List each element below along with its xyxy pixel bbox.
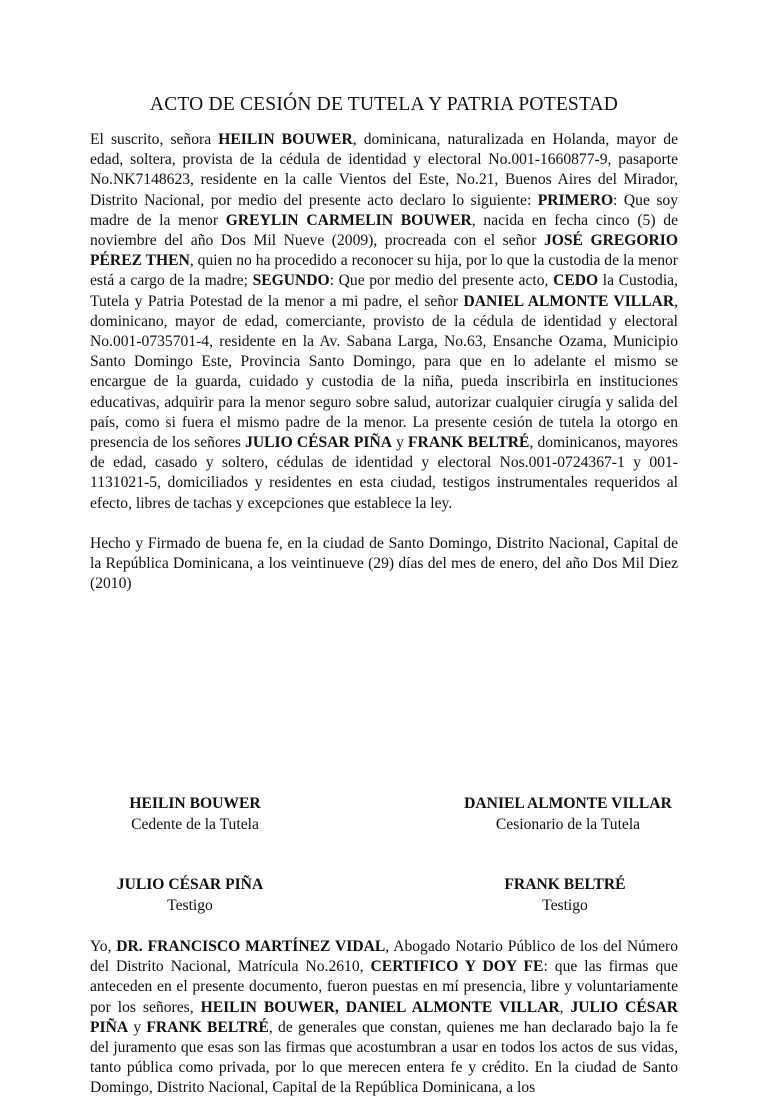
bold-text-run: DR. FRANCISCO MARTÍNEZ VIDAL [116, 938, 386, 955]
signature-block-cesionario [410, 794, 726, 835]
signer-name: JULIO CÉSAR PIÑA [116, 876, 264, 893]
bold-text-run: HEILIN BOUWER [218, 131, 353, 148]
bold-text-run: HEILIN BOUWER, DANIEL ALMONTE VILLAR [200, 998, 560, 1016]
signature-block-cedente [95, 794, 295, 835]
text-run: , dominicana, naturalizada en Holanda, mayor de edad, soltera, provista de la cédula de identidad y electoral No.001-1660877-9, pasaporte No.NK7148623, residente en la calle Vientos del Este, No.21, Buenos Aires del Mirador, Distrito Nacional, por medio del presente acto declaro lo siguiente: [90, 131, 678, 209]
text-run: , Abogado Notario Público de los del Número del Distrito Nacional, Matrícula No.2610, [90, 938, 679, 976]
text-run: , de generales que constan, quienes me han declarado bajo la fe del juramento que esas son las firmas que acostumbran a usar en todos los actos de sus vidas, tanto pública como privada, por lo que merecen entera fe y crédito. En la ciudad de Santo Domingo, Distrito Nacional, Capital de la República Dominicana, a los [90, 1018, 679, 1097]
signer-name: HEILIN BOUWER [129, 795, 261, 812]
text-run: Hecho y Firmado de buena fe, en la ciudad de Santo Domingo, Distrito Nacional, Capital de la República Dominicana, a los veintinueve (29) días del mes de enero, del año Dos Mil Diez (2010) [90, 534, 678, 593]
signer-role: Testigo [167, 896, 213, 914]
bold-text-run: FRANK BELTRÉ [146, 1018, 269, 1036]
body-paragraph [90, 130, 678, 514]
bold-text-run: CEDO [553, 272, 599, 290]
bold-text-run: SEGUNDO [252, 272, 330, 290]
signer-role: Cedente de la Tutela [131, 815, 259, 833]
text-run: El suscrito, señora [90, 131, 219, 148]
bold-text-run: CERTIFICO Y DOY FE [370, 958, 544, 976]
text-run: : Que por medio del presente acto, [329, 272, 554, 290]
signer-role: Testigo [542, 896, 588, 914]
text-run: : que las firmas que anteceden en el presente documento, fueron puestas en mí presencia, libre y voluntariamente por los señores, [90, 958, 678, 1016]
text-run: Yo, [90, 938, 117, 955]
text-run: , quien no ha procedido a reconocer su hija, por lo que la custodia de la menor está a cargo de la madre; [90, 252, 678, 290]
text-run: : Que soy madre de la menor [90, 191, 678, 229]
text-run: la Custodia, Tutela y Patria Potestad de la menor a mi padre, el señor [90, 272, 678, 310]
document-title: ACTO DE CESIÓN DE TUTELA Y PATRIA POTESTAD [149, 94, 619, 115]
signer-name: DANIEL ALMONTE VILLAR [464, 795, 672, 812]
document-page [0, 92, 768, 1116]
signature-block-testigo-1 [90, 875, 290, 916]
text-run: y [391, 434, 409, 452]
signature-block-testigo-2 [460, 875, 670, 916]
text-run: , dominicanos, mayores de edad, casado y soltero, cédulas de identidad y electoral Nos.001-0724367-1 y 001-1131021-5, domiciliados y residentes en esta ciudad, testigos instrumentales requeridos al efecto, libres de tachas y excepciones que establece la ley. [90, 434, 679, 512]
bold-text-run: FRANK BELTRÉ [408, 434, 530, 452]
signer-name: FRANK BELTRÉ [504, 876, 626, 893]
bold-text-run: PRIMERO [537, 191, 614, 209]
text-run: y [128, 1018, 147, 1036]
signer-role: Cesionario de la Tutela [495, 815, 641, 833]
closing-paragraph [90, 534, 678, 595]
text-run: , dominicano, mayor de edad, comerciante, provisto de la cédula de identidad y electoral No.001-0735701-4, residente en la Av. Sabana Larga, No.63, Ensanche Ozama, Municipio Santo Domingo Este, Provincia Santo Domingo, para que en lo adelante el mismo se encargue de la guarda, cuidado y custodia de la niña, pueda inscribirla en instituciones educativas, adquirir para la menor seguro sobre salud, autorizar cualquier cirugía y salida del país, como si fuera el mismo padre de la menor. La presente cesión de tutela la otorgo en presencia de los señores [90, 292, 678, 452]
bold-text-run: JULIO CÉSAR PIÑA [245, 434, 392, 452]
bold-text-run: GREYLIN CARMELIN BOUWER [225, 211, 472, 229]
text-run: , [559, 998, 571, 1016]
bold-text-run: JULIO CÉSAR PIÑA [90, 998, 678, 1036]
bold-text-run: JOSÉ GREGORIO PÉREZ THEN [90, 232, 678, 270]
bold-text-run: DANIEL ALMONTE VILLAR [463, 292, 675, 310]
text-run: , nacida en fecha cinco (5) de noviembre del año Dos Mil Nueve (2009), procreada con el señor [90, 211, 678, 250]
notary-paragraph [90, 937, 678, 1099]
